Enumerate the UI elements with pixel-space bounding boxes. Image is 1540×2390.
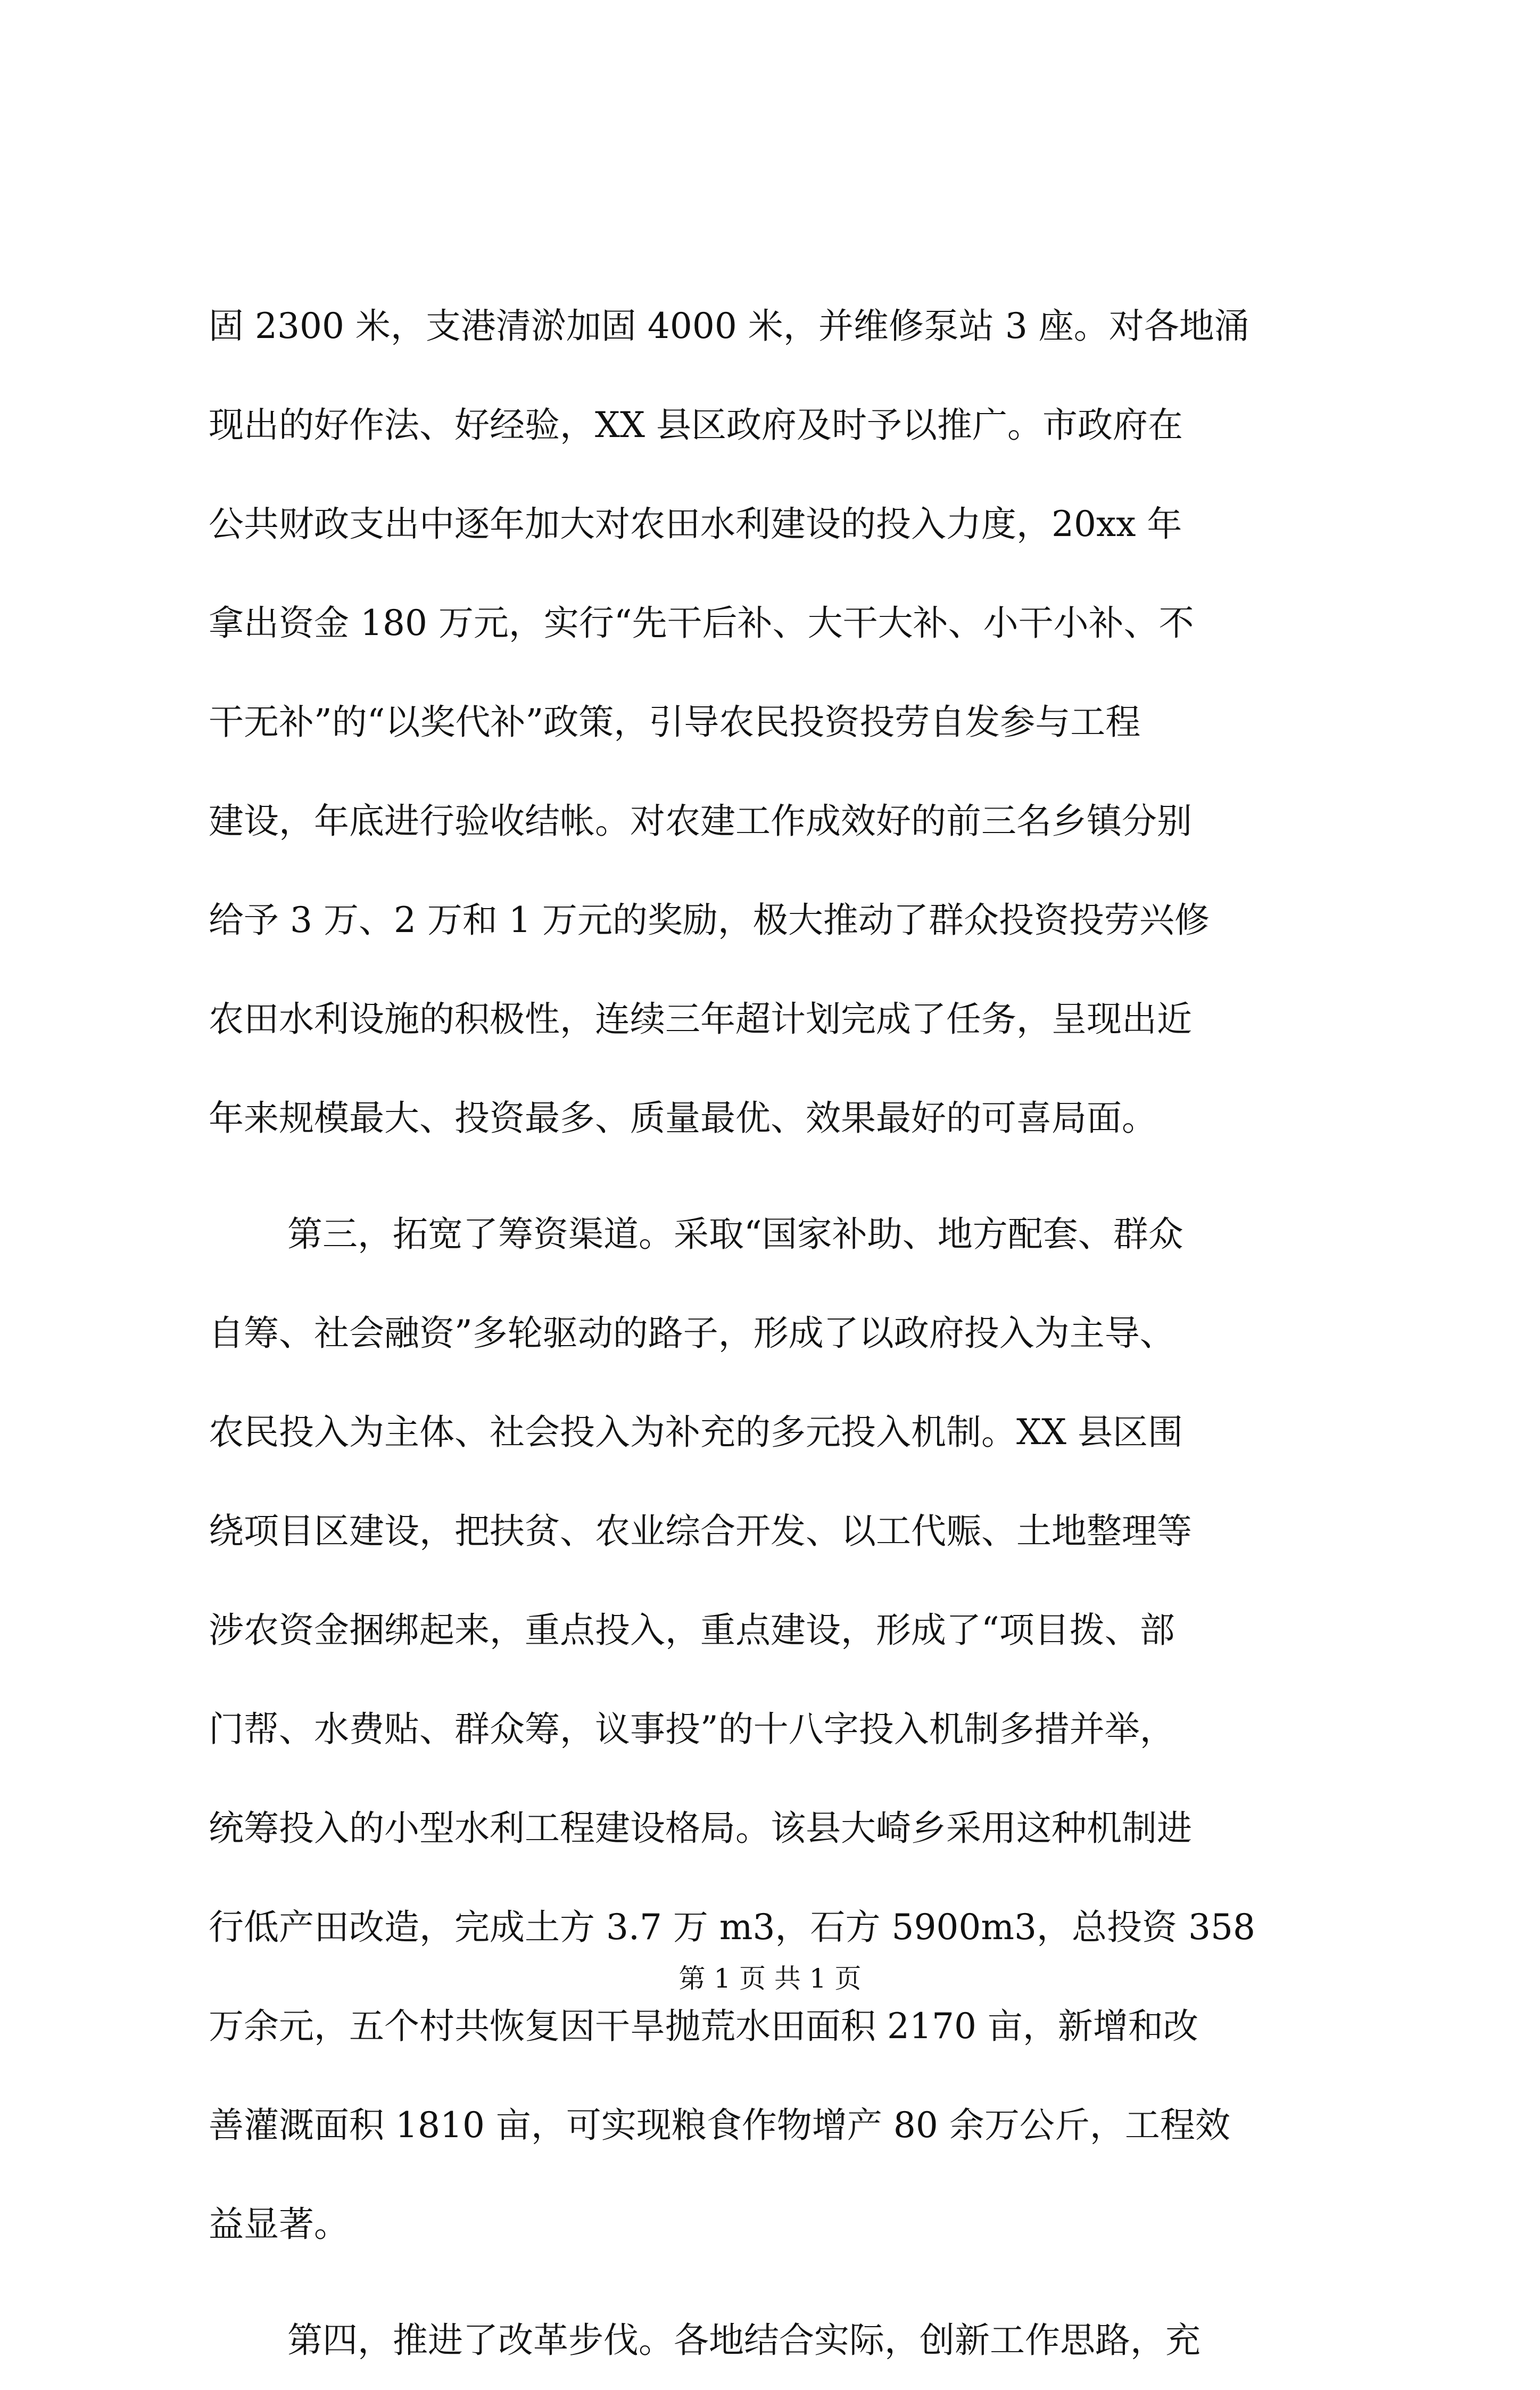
text-line: 年来规模最大、投资最多、质量最优、效果最好的可喜局面。 xyxy=(209,1098,1157,1139)
text-line: 万余元，五个村共恢复因干旱抛荒水田面积 2170 亩，新增和改 xyxy=(209,2006,1198,2047)
text-line: 公共财政支出中逐年加大对农田水利建设的投入力度，20xx 年 xyxy=(209,504,1182,545)
document-body xyxy=(209,277,1363,2390)
paragraph-start-line: 第三，拓宽了筹资渠道。采取“国家补助、地方配套、群众 xyxy=(287,1214,1183,1255)
text-line: 门帮、水费贴、群众筹，议事投”的十八字投入机制多措并举， xyxy=(209,1709,1175,1750)
text-line: 农田水利设施的积极性，连续三年超计划完成了任务，呈现出近 xyxy=(209,999,1192,1040)
text-line: 固 2300 米，支港清淤加固 4000 米，并维修泵站 3 座。对各地涌 xyxy=(209,306,1249,347)
text-line: 干无补”的“以奖代补”政策，引导农民投资投劳自发参与工程 xyxy=(209,702,1141,743)
text-line: 益显著。 xyxy=(209,2204,349,2245)
page-footer: 第 1 页 共 1 页 xyxy=(678,1963,862,1994)
text-line: 统筹投入的小型水利工程建设格局。该县大崎乡采用这种机制进 xyxy=(209,1808,1192,1849)
text-line: 善灌溉面积 1810 亩，可实现粮食作物增产 80 余万公斤，工程效 xyxy=(209,2105,1230,2146)
text-line: 现出的好作法、好经验，XX 县区政府及时予以推广。市政府在 xyxy=(209,405,1183,446)
text-line: 给予 3 万、2 万和 1 万元的奖励，极大推动了群众投资投劳兴修 xyxy=(209,900,1210,941)
text-line: 建设，年底进行验收结帐。对农建工作成效好的前三名乡镇分别 xyxy=(209,801,1192,842)
text-line: 涉农资金捆绑起来，重点投入，重点建设，形成了“项目拨、部 xyxy=(209,1610,1175,1651)
text-line: 自筹、社会融资”多轮驱动的路子，形成了以政府投入为主导、 xyxy=(209,1313,1175,1354)
text-line: 绕项目区建设，把扶贫、农业综合开发、以工代赈、土地整理等 xyxy=(209,1511,1192,1552)
text-line: 农民投入为主体、社会投入为补充的多元投入机制。XX 县区围 xyxy=(209,1412,1183,1453)
text-line: 行低产田改造，完成土方 3.7 万 m3，石方 5900m3，总投资 358 xyxy=(209,1907,1255,1948)
text-line: 拿出资金 180 万元，实行“先干后补、大干大补、小干小补、不 xyxy=(209,603,1194,644)
paragraph-start-line: 第四，推进了改革步伐。各地结合实际，创新工作思路，充 xyxy=(287,2320,1200,2361)
